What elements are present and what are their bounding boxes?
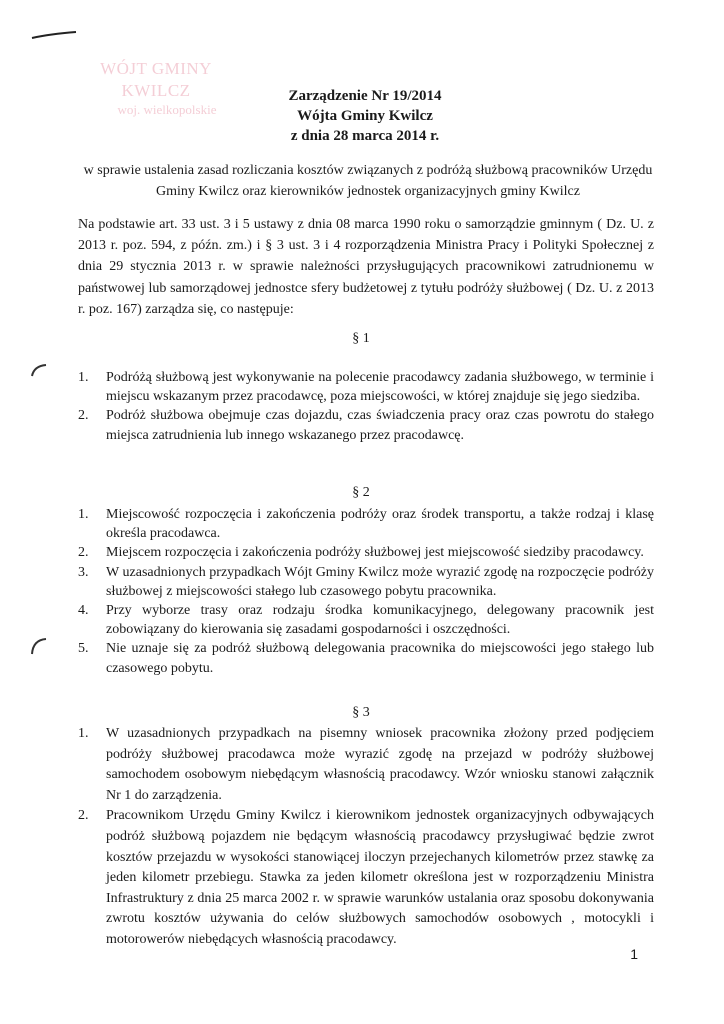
list-item xyxy=(78,563,654,601)
list-item xyxy=(78,406,654,444)
list-item xyxy=(78,505,654,543)
section-2-points xyxy=(78,505,654,678)
item-number: 1. xyxy=(78,507,89,522)
item-number: 2. xyxy=(78,545,89,561)
item-number: 3. xyxy=(78,564,89,580)
scan-mark-punch-hole-1 xyxy=(30,362,48,378)
section-1-title: § 1 xyxy=(352,331,370,346)
list-item xyxy=(78,639,654,677)
stamp-line-1: WÓJT GMINY KWILCZ xyxy=(100,59,212,100)
list-item xyxy=(78,601,654,639)
list-item xyxy=(78,543,654,562)
section-1-points xyxy=(78,368,654,445)
list-item xyxy=(78,806,654,950)
legal-basis-paragraph: Na podstawie art. 33 ust. 3 i 5 ustawy z dnia 08 marca 1990 roku o samorządzie gminnym ( Dz. U. z 2013 r. poz. 594, z późn. zm.) i § 3 ust. 3 i 4 rozporządzenia Ministra Pracy i Polityki Społecznej z dnia 29 stycznia 2013 r. w sprawie należności przysługujących pracownikowi zatrudnionemu w państwowej lub samorządowej jednostce sfery budżetowej z tytułu podróży służbowej ( Dz. U. z 2013 r. poz. 167) zarządza się, co następuje: xyxy=(78,217,654,317)
document-header xyxy=(200,86,530,146)
item-text: Podróż służbowa obejmuje czas dojazdu, czas świadczenia pracy oraz czas powrotu do stałego miejsca zatrudnienia lub innego wskazanego przez pracodawcę. xyxy=(106,408,654,443)
item-number: 1. xyxy=(78,726,89,741)
item-number: 1. xyxy=(78,370,89,385)
item-number: 2. xyxy=(78,408,89,424)
scan-mark-punch-hole-2 xyxy=(30,636,48,656)
document-issuer: Wójta Gminy Kwilcz xyxy=(297,108,433,124)
item-text: Podróżą służbową jest wykonywanie na polecenie pracodawcy zadania służbowego, w terminie i miejscu wskazanym przez pracodawcę, poza miejscowości, w której znajduje się jego siedziba. xyxy=(106,370,654,405)
page-number: 1 xyxy=(630,946,638,962)
document-date: z dnia 28 marca 2014 r. xyxy=(290,128,440,144)
document-subject: w sprawie ustalenia zasad rozliczania kosztów związanych z podróżą służbową pracowników Urzędu Gminy Kwilcz oraz kierowników jednostek organizacyjnych gminy Kwilcz xyxy=(83,163,653,199)
item-text: W uzasadnionych przypadkach Wójt Gminy Kwilcz może wyrazić zgodę na rozpoczęcie podróży służbowej z miejscowości stałego lub czasowego pobytu pracownika. xyxy=(106,564,654,599)
item-text: Miejscem rozpoczęcia i zakończenia podróży służbowej jest miejscowość siedziby pracodawcy. xyxy=(106,545,644,561)
item-text: Pracownikom Urzędu Gminy Kwilcz i kierownikom jednostek organizacyjnych odbywających podróż służbową pojazdem nie będącym własnością pracodawcy przysługiwać będzie zwrot kosztów przejazdu w wysokości stanowiącej iloczyn przejechanych kilometrów przez stawkę za jeden kilometr przebiegu. Stawka za jeden kilometr określona jest w rozporządzeniu Ministra Infrastruktury z dnia 25 marca 2002 r. w sprawie warunków ustalania oraz sposobu dokonywania zwrotu kosztów używania do celów służbowych samochodów osobowych , motocykli i motorowerów niebędących własnością pracodawcy. xyxy=(106,808,654,947)
item-text: W uzasadnionych przypadkach na pisemny wniosek pracownika złożony przed podjęciem podróży służbowej pracodawca może wyrazić zgodę na przejazd w podróży służbowej samochodem osobowym niebędącym własnością pracodawcy. Wzór wniosku stanowi załącznik Nr 1 do zarządzenia. xyxy=(106,726,654,803)
list-item xyxy=(78,724,654,806)
item-text: Nie uznaje się za podróż służbową delegowania pracownika do miejscowości jego stałego lub czasowego pobytu. xyxy=(106,641,654,676)
item-text: Miejscowość rozpoczęcia i zakończenia podróży oraz środek transportu, a także rodzaj i klasę określa pracodawca. xyxy=(106,507,654,542)
section-3-title: § 3 xyxy=(352,705,370,720)
item-text: Przy wyborze trasy oraz rodzaju środka komunikacyjnego, delegowany pracownik jest zobowiązany do kierowania się zasadami gospodarności i oszczędności. xyxy=(106,603,654,638)
item-number: 5. xyxy=(78,641,89,657)
document-title: Zarządzenie Nr 19/2014 xyxy=(288,88,442,104)
stamp-line-2: woj. wielkopolskie xyxy=(117,102,217,117)
item-number: 4. xyxy=(78,603,89,619)
scan-mark-top xyxy=(30,30,78,40)
section-2-title: § 2 xyxy=(352,485,370,500)
item-number: 2. xyxy=(78,808,89,824)
section-3-points xyxy=(78,724,654,951)
list-item xyxy=(78,368,654,406)
